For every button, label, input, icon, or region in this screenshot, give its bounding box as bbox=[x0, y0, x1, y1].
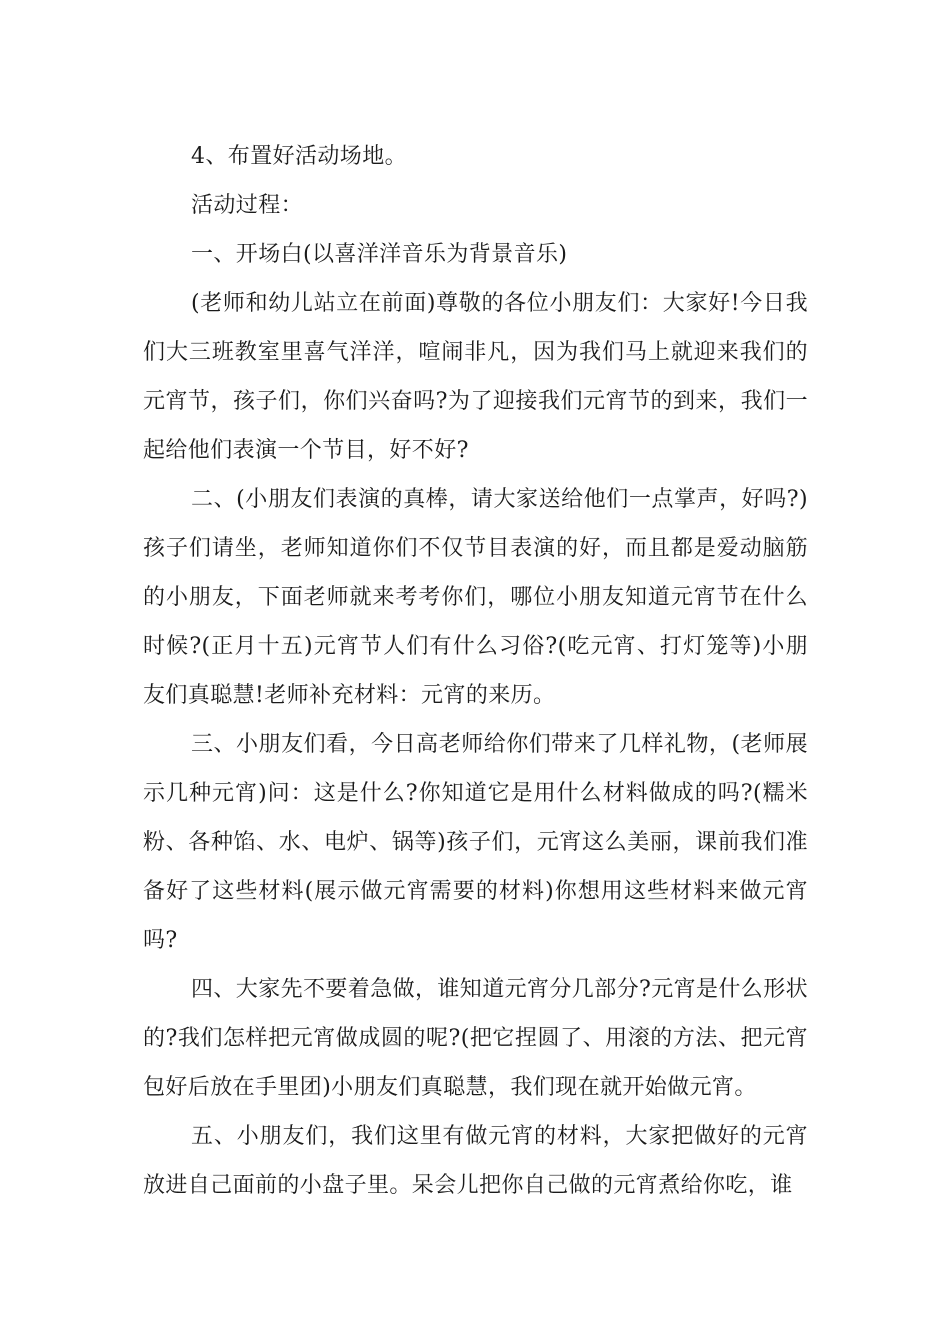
paragraph-activity-process-heading: 活动过程： bbox=[191, 193, 304, 218]
paragraph-step-four: 四、大家先不要着急做，谁知道元宵分几部分?元宵是什么形状的?我们怎样把元宵做成圆的呢?(把它捏圆了、用滚的方法、把元宵包好后放在手里团)小朋友们真聪慧，我们现在就开始做元宵。 bbox=[143, 977, 808, 1100]
paragraph-venue-setup: 4、布置好活动场地。 bbox=[191, 144, 407, 169]
paragraph-opening-speech: (老师和幼儿站立在前面)尊敬的各位小朋友们：大家好!今日我们大三班教室里喜气洋洋，喧闹非凡，因为我们马上就迎来我们的元宵节，孩子们，你们兴奋吗?为了迎接我们元宵节的到来，我们一起给他们表演一个节目，好不好? bbox=[143, 291, 808, 463]
paragraph-step-two: 二、(小朋友们表演的真棒，请大家送给他们一点掌声，好吗?)孩子们请坐，老师知道你们不仅节目表演的好，而且都是爱动脑筋的小朋友，下面老师就来考考你们，哪位小朋友知道元宵节在什么时候?(正月十五)元宵节人们有什么习俗?(吃元宵、打灯笼等)小朋友们真聪慧!老师补充材料：元宵的来历。 bbox=[143, 487, 808, 708]
document-body bbox=[143, 132, 808, 1210]
paragraph-step-three: 三、小朋友们看，今日高老师给你们带来了几样礼物，(老师展示几种元宵)问：这是什么?你知道它是用什么材料做成的吗?(糯米粉、各种馅、水、电炉、锅等)孩子们，元宵这么美丽，课前我们准备好了这些材料(展示做元宵需要的材料)你想用这些材料来做元宵吗? bbox=[143, 732, 808, 953]
paragraph-opening-heading: 一、开场白(以喜洋洋音乐为背景音乐) bbox=[191, 242, 568, 267]
paragraph-step-five: 五、小朋友们，我们这里有做元宵的材料，大家把做好的元宵放进自己面前的小盘子里。呆会儿把你自己做的元宵煮给你吃，谁 bbox=[143, 1124, 808, 1198]
